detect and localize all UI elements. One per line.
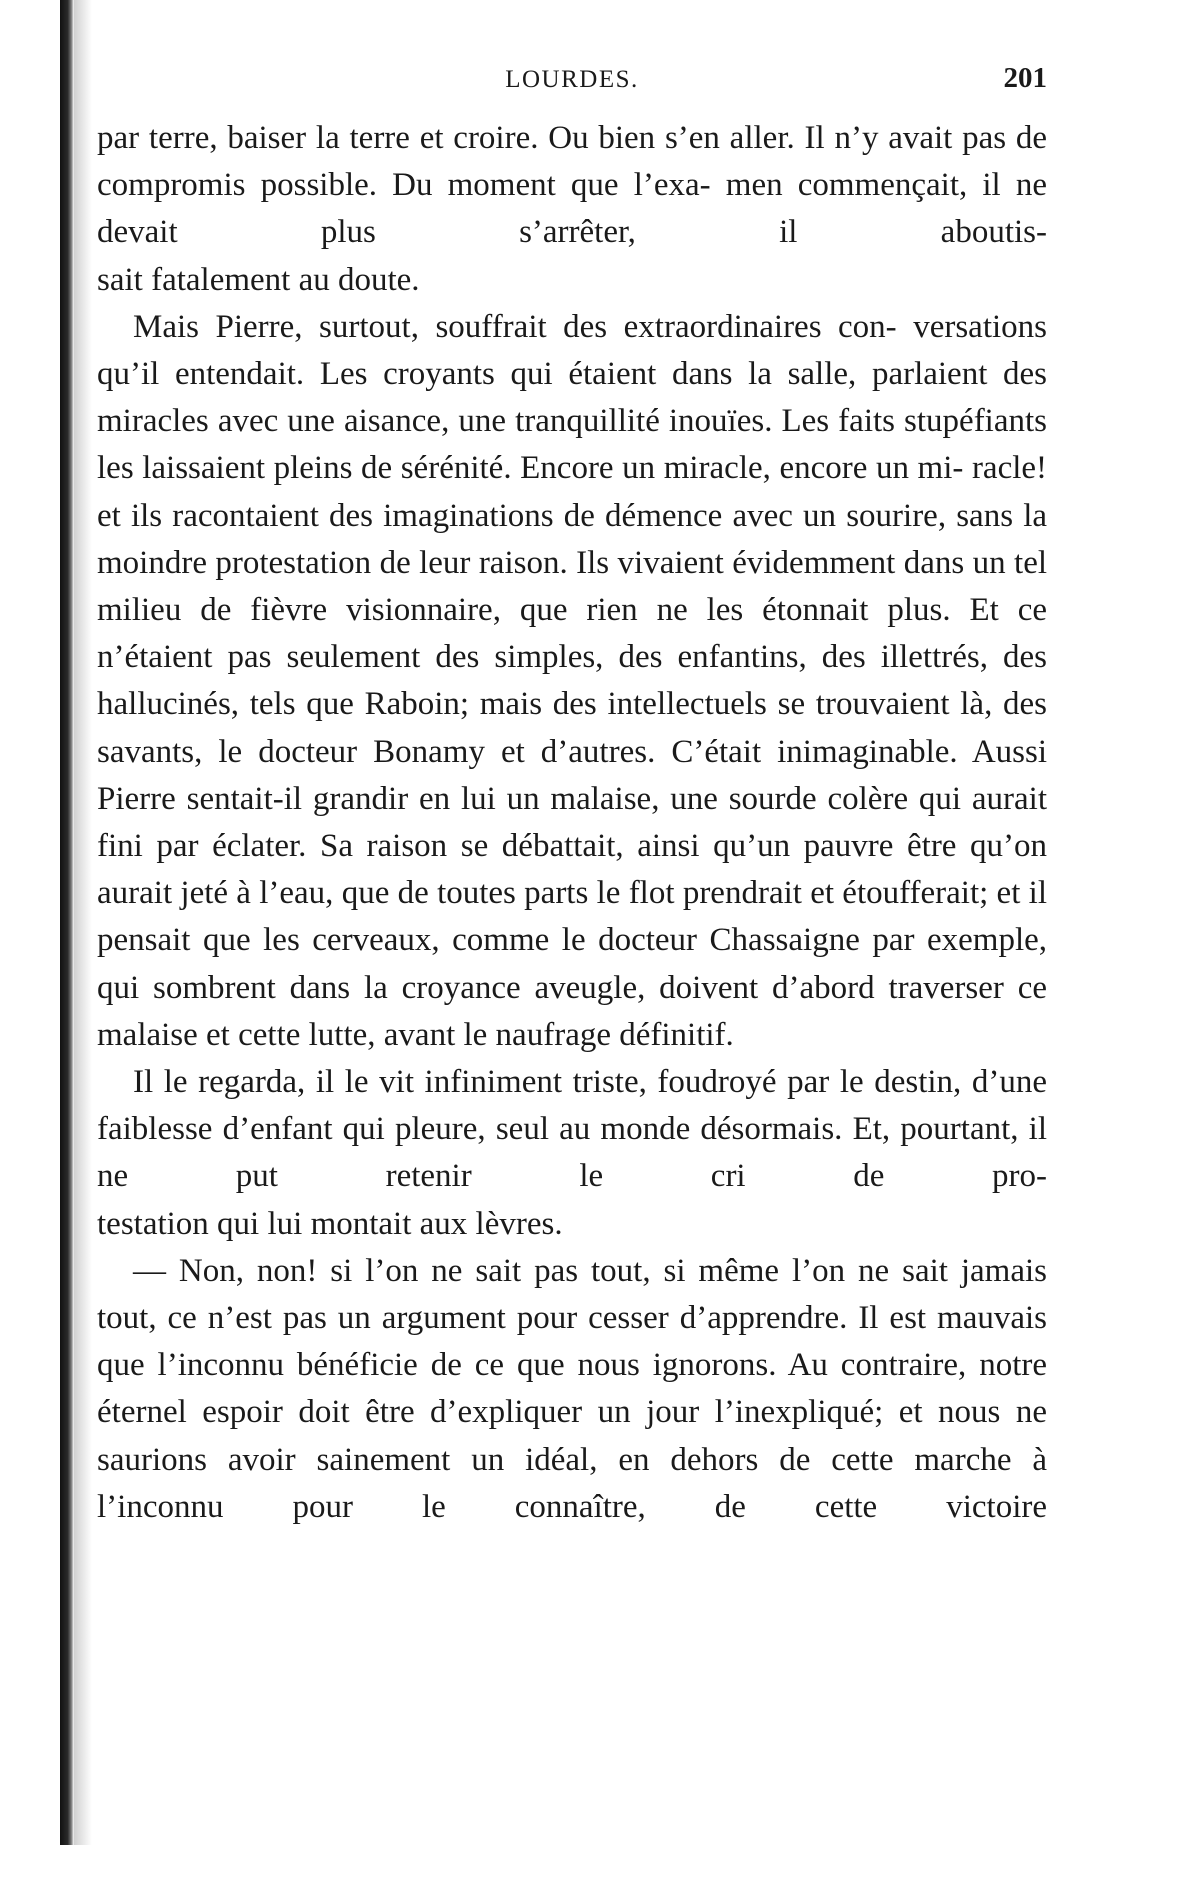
page-number: 201 <box>1003 62 1047 94</box>
text-line: désormais. Et, pourtant, il ne put retenir le cri de pro- <box>97 1111 1047 1195</box>
text-line-last: sait fatalement au doute. <box>97 261 420 298</box>
text-line: des hallucinés, tels que Raboin; mais des intellectuels <box>97 639 1048 723</box>
text-line: Mais Pierre, surtout, souffrait des extraordinaires con- <box>133 308 897 345</box>
text-line: n’y avait pas de compromis possible. Du moment que l’exa- <box>97 120 1048 204</box>
text-line: se trouvaient là, des savants, le docteur Bonamy et <box>97 686 1048 770</box>
text-line: — Non, non! si l’on ne sait pas tout, si même l’on ne <box>133 1252 890 1289</box>
text-line: comme le docteur Chassaigne par exemple, qui sombrent <box>97 922 1048 1006</box>
text-line: dans la croyance aveugle, doivent d’abord traverser ce <box>289 969 1047 1006</box>
text-line: pas seulement des simples, des enfantins, des illettrés, <box>227 639 988 676</box>
text-line: versations qu’il entendait. Les croyants qui étaient dans <box>97 308 1047 393</box>
paragraph-3 <box>97 1059 1047 1248</box>
body-text <box>97 115 1047 1531</box>
text-line: que nous ignorons. Au contraire, notre éternel espoir <box>97 1347 1048 1431</box>
page-binding-shadow <box>74 0 92 1845</box>
page-binding-edge <box>60 0 74 1845</box>
text-line: un sourire, sans la moindre protestation de leur raison. <box>97 497 1048 581</box>
text-line: d’apprendre. Il est mauvais que l’inconnu bénéficie de ce <box>97 1300 1047 1384</box>
text-line: destin, d’une faiblesse d’enfant qui pleure, seul au monde <box>97 1064 1048 1148</box>
text-line: pleins de sérénité. Encore un miracle, encore un mi- <box>273 450 964 487</box>
text-line: saurions avoir sainement un idéal, en dehors de cette <box>97 1441 894 1478</box>
paragraph-1 <box>97 115 1047 304</box>
text-line: grandir en lui un malaise, une sourde colère qui aurait <box>312 780 1047 817</box>
text-line-last: testation qui lui montait aux lèvres. <box>97 1205 563 1242</box>
text-line: la salle, parlaient des miracles avec une aisance, une <box>97 356 1048 440</box>
text-line: Ils vivaient évidemment dans un tel milieu de fièvre <box>97 544 1048 629</box>
text-line: fini par éclater. Sa raison se débattait, ainsi qu’un pauvre <box>97 828 894 865</box>
text-line-last: malaise et cette lutte, avant le naufrage définitif. <box>97 1016 734 1053</box>
running-title: LOURDES. <box>505 66 639 93</box>
text-line: racle! et ils racontaient des imaginations de démence avec <box>97 450 1048 534</box>
text-line: visionnaire, que rien ne les étonnait plus. Et ce n’étaient <box>97 592 1047 676</box>
text-line: Il le regarda, il le vit infiniment triste, foudroyé par le <box>133 1064 864 1101</box>
text-line: tranquillité inouïes. Les faits stupéfiants les laissaient <box>97 403 1048 487</box>
text-line: être qu’on aurait jeté à l’eau, que de toutes parts le flot <box>97 828 1047 912</box>
paragraph-2 <box>97 304 1047 1059</box>
text-line: par terre, baiser la terre et croire. Ou bien s’en aller. Il <box>97 120 825 156</box>
paragraph-4 <box>97 1248 1047 1531</box>
text-line: doit être d’expliquer un jour l’inexpliqué; et nous ne <box>298 1394 1047 1431</box>
text-line: men commençait, il ne devait plus s’arrêter, il aboutis- <box>97 167 1048 251</box>
text-line: sait jamais tout, ce n’est pas un argument pour cesser <box>97 1252 1048 1337</box>
text-line: marche à l’inconnu pour le connaître, de cette victoire <box>97 1441 1048 1525</box>
running-header <box>97 60 1047 100</box>
text-line: prendrait et étoufferait; et il pensait que les cerveaux, <box>97 875 1047 959</box>
text-line: d’autres. C’était inimaginable. Aussi Pierre sentait-il <box>97 733 1048 817</box>
